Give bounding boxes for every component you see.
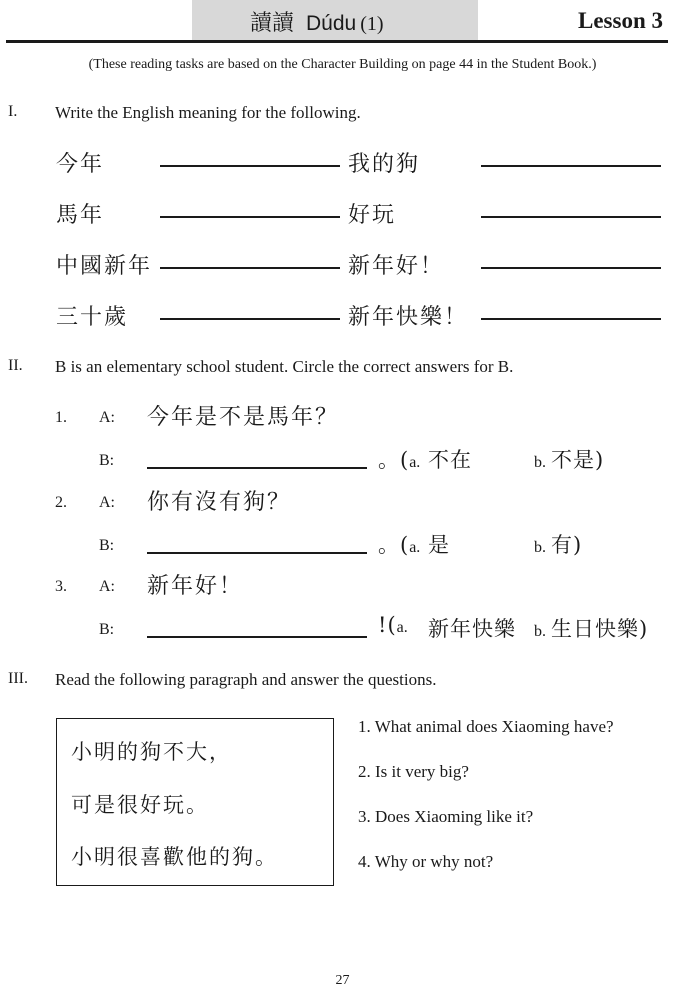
section1-instruction: Write the English meaning for the following. xyxy=(55,103,361,122)
comprehension-question: 1. What animal does Xiaoming have? xyxy=(358,717,614,736)
speaker-a-line: 新年好！ xyxy=(147,574,244,599)
option-a-letter: a. xyxy=(409,539,421,556)
section2-instruction: B is an elementary school student. Circle the correct answers for B. xyxy=(55,357,514,376)
comprehension-question: 4. Why or why not? xyxy=(358,852,494,871)
answer-blank[interactable] xyxy=(481,165,661,167)
answer-blank[interactable] xyxy=(147,636,367,638)
vocab-item: 中國新年 xyxy=(56,254,153,279)
title-number: (1) xyxy=(360,13,384,35)
option-b[interactable]: b. 不是) xyxy=(534,448,605,472)
title-pinyin: Dúdu xyxy=(306,12,357,35)
question-number: 3. xyxy=(55,578,67,595)
vocab-item: 新年快樂！ xyxy=(348,305,469,330)
answer-blank[interactable] xyxy=(147,467,367,469)
answer-blank[interactable] xyxy=(160,165,340,167)
sentence-end: ! xyxy=(378,613,388,637)
speaker-b-label: B: xyxy=(99,621,115,638)
comprehension-question: 3. Does Xiaoming like it? xyxy=(358,807,534,826)
answer-blank[interactable] xyxy=(481,267,661,269)
sentence-end: 。 xyxy=(378,533,400,557)
answer-blank[interactable] xyxy=(160,216,340,218)
open-paren: ( xyxy=(387,613,397,637)
choice-group xyxy=(378,529,420,559)
section2-number: II. xyxy=(8,357,23,374)
answer-blank[interactable] xyxy=(160,267,340,269)
question-number: 1. xyxy=(55,409,67,426)
vocab-item: 新年好！ xyxy=(348,254,445,279)
section3-number: III. xyxy=(8,670,28,687)
speaker-a-label: A: xyxy=(99,409,115,426)
comprehension-question: 2. Is it very big? xyxy=(358,762,469,781)
vocab-item: 三十歲 xyxy=(56,305,129,330)
choice-group xyxy=(378,613,408,638)
option-a[interactable]: 是 xyxy=(428,533,450,557)
subtitle: (These reading tasks are based on the Character Building on page 44 in the Student Book.) xyxy=(88,57,597,72)
option-b[interactable]: b. 有) xyxy=(534,533,583,557)
vocab-item: 好玩 xyxy=(348,203,397,228)
option-a-letter: a. xyxy=(396,619,408,636)
answer-blank[interactable] xyxy=(160,318,340,320)
worksheet-title xyxy=(250,6,384,37)
vocab-item: 我的狗 xyxy=(348,152,421,177)
speaker-a-label: A: xyxy=(99,578,115,595)
page-number: 27 xyxy=(335,973,350,988)
speaker-a-line: 你有沒有狗？ xyxy=(147,490,292,515)
choice-group xyxy=(378,444,420,474)
open-paren: ( xyxy=(400,448,410,472)
sentence-end: 。 xyxy=(378,448,400,472)
section1-number: I. xyxy=(8,103,18,120)
answer-blank[interactable] xyxy=(481,216,661,218)
open-paren: ( xyxy=(400,533,410,557)
answer-blank[interactable] xyxy=(481,318,661,320)
header-rule xyxy=(6,40,668,43)
question-number: 2. xyxy=(55,494,67,511)
section3-instruction: Read the following paragraph and answer the questions. xyxy=(55,670,437,689)
option-a[interactable]: 新年快樂 xyxy=(428,617,516,641)
passage-line: 小明很喜歡他的狗。 xyxy=(71,845,278,869)
speaker-b-label: B: xyxy=(99,452,115,469)
option-a-letter: a. xyxy=(409,454,421,471)
option-b[interactable]: b. 生日快樂) xyxy=(534,617,649,641)
vocab-item: 今年 xyxy=(56,152,105,177)
speaker-a-label: A: xyxy=(99,494,115,511)
passage-line: 可是很好玩。 xyxy=(71,793,209,817)
passage-line: 小明的狗不大， xyxy=(71,740,232,764)
answer-blank[interactable] xyxy=(147,552,367,554)
vocab-item: 馬年 xyxy=(56,203,105,228)
speaker-a-line: 今年是不是馬年？ xyxy=(147,405,340,430)
title-han: 讀讀 xyxy=(250,11,295,36)
lesson-label: Lesson 3 xyxy=(578,8,663,33)
option-a[interactable]: 不在 xyxy=(428,448,472,472)
speaker-b-label: B: xyxy=(99,537,115,554)
